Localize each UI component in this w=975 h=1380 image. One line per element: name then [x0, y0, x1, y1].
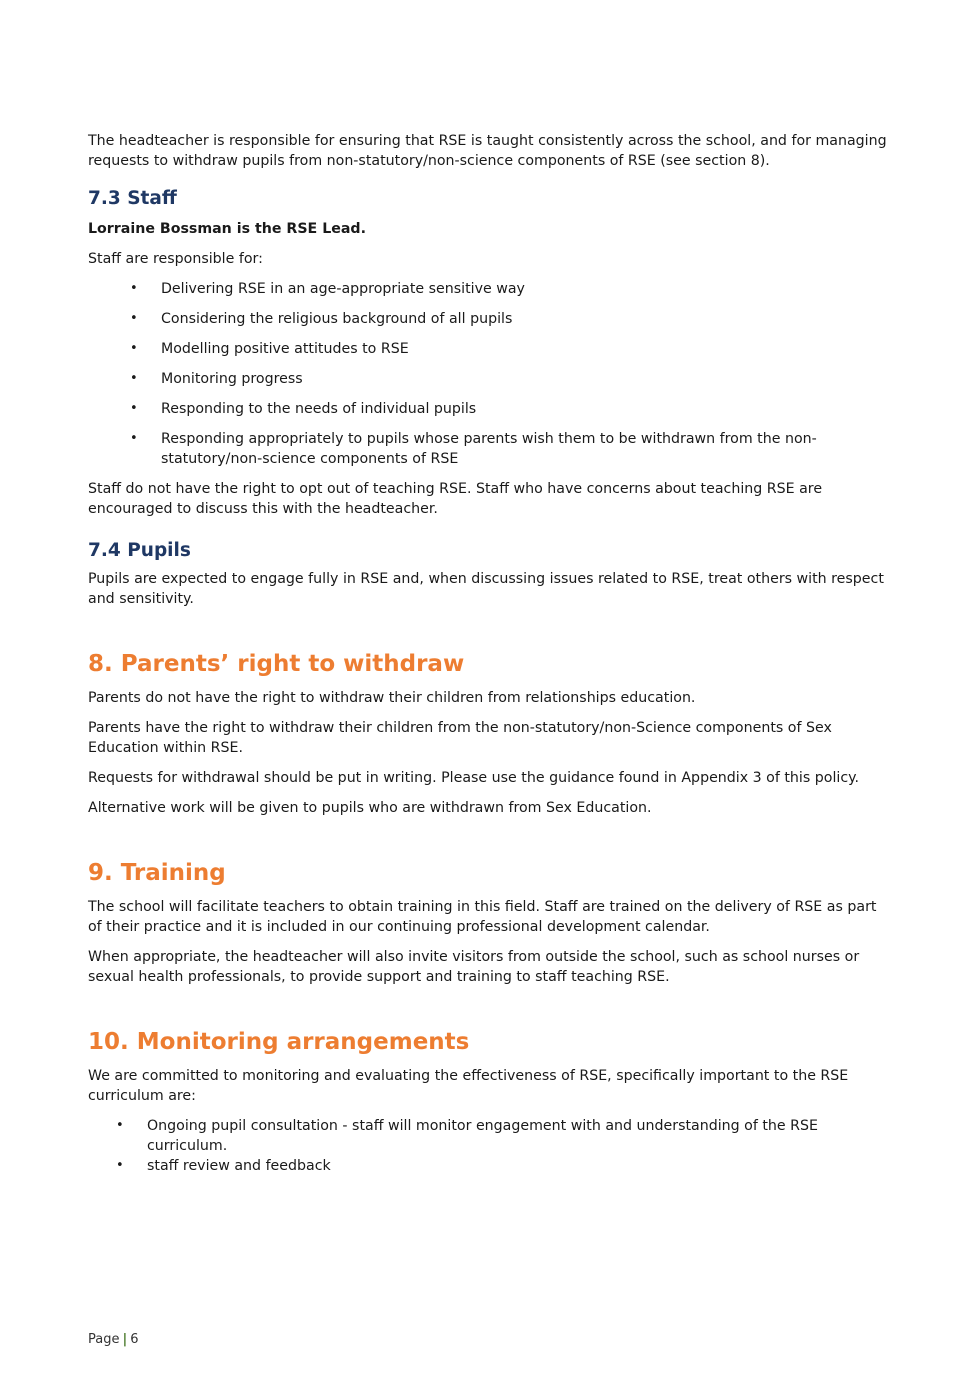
- staff-responsibilities-list: [88, 279, 888, 469]
- staff-heading: 7.3 Staff: [88, 188, 177, 209]
- page-footer: [88, 1332, 139, 1347]
- bullet-icon: •: [130, 281, 138, 296]
- page-content: [88, 131, 888, 1176]
- list-item: • Considering the religious background of all pupils: [130, 311, 513, 327]
- pupils-paragraph: Pupils are expected to engage fully in RSE and, when discussing issues related to RSE, treat others with respect and sensitivity.: [88, 571, 884, 607]
- footer-separator: |: [122, 1332, 128, 1347]
- bullet-icon: •: [130, 401, 138, 416]
- headteacher-paragraph: The headteacher is responsible for ensuring that RSE is taught consistently across the school, and for managing requests to withdraw pupils from non-statutory/non-science components of RSE (see section 8).: [88, 133, 887, 169]
- pupils-heading: 7.4 Pupils: [88, 540, 191, 561]
- withdraw-paragraph-1: Parents do not have the right to withdraw their children from relationships education.: [88, 690, 696, 706]
- list-item: • Delivering RSE in an age-appropriate sensitive way: [130, 281, 525, 297]
- bullet-icon: •: [116, 1158, 124, 1173]
- page-number: 6: [130, 1332, 139, 1347]
- rse-lead-text: Lorraine Bossman is the RSE Lead.: [88, 221, 366, 237]
- withdraw-paragraph-3: Requests for withdrawal should be put in writing. Please use the guidance found in Appendix 3 of this policy.: [88, 770, 860, 786]
- withdraw-paragraph-4: Alternative work will be given to pupils who are withdrawn from Sex Education.: [88, 800, 652, 816]
- monitoring-intro: We are committed to monitoring and evaluating the effectiveness of RSE, specifically important to the RSE curriculum are:: [88, 1068, 849, 1104]
- list-item: • Responding to the needs of individual pupils: [130, 401, 477, 417]
- list-item: • Responding appropriately to pupils whose parents wish them to be withdrawn from the non-statutory/non-science components of RSE: [130, 431, 817, 467]
- staff-closing-paragraph: Staff do not have the right to opt out of teaching RSE. Staff who have concerns about teaching RSE are encouraged to discuss this with the headteacher.: [88, 481, 823, 517]
- bullet-icon: •: [130, 431, 138, 446]
- training-paragraph-2: When appropriate, the headteacher will also invite visitors from outside the school, such as school nurses or sexual health professionals, to provide support and training to staff teaching RSE.: [88, 949, 860, 985]
- list-item: • staff review and feedback: [116, 1158, 331, 1174]
- monitoring-list: [88, 1116, 888, 1176]
- list-item: • Modelling positive attitudes to RSE: [130, 341, 409, 357]
- bullet-icon: •: [116, 1118, 124, 1133]
- training-paragraph-1: The school will facilitate teachers to obtain training in this field. Staff are trained on the delivery of RSE as part of their practice and it is included in our continuing professional development calendar.: [88, 899, 877, 935]
- staff-intro: Staff are responsible for:: [88, 251, 263, 267]
- withdraw-heading: 8. Parents’ right to withdraw: [88, 651, 465, 677]
- monitoring-heading: 10. Monitoring arrangements: [88, 1029, 470, 1055]
- list-item: • Ongoing pupil consultation - staff will monitor engagement with and understanding of the RSE curriculum.: [116, 1118, 818, 1154]
- page-label: Page: [88, 1332, 120, 1347]
- bullet-icon: •: [130, 341, 138, 356]
- withdraw-paragraph-2: Parents have the right to withdraw their children from the non-statutory/non-Science components of Sex Education within RSE.: [88, 720, 832, 756]
- list-item: • Monitoring progress: [130, 371, 303, 387]
- bullet-icon: •: [130, 311, 138, 326]
- training-heading: 9. Training: [88, 860, 226, 886]
- bullet-icon: •: [130, 371, 138, 386]
